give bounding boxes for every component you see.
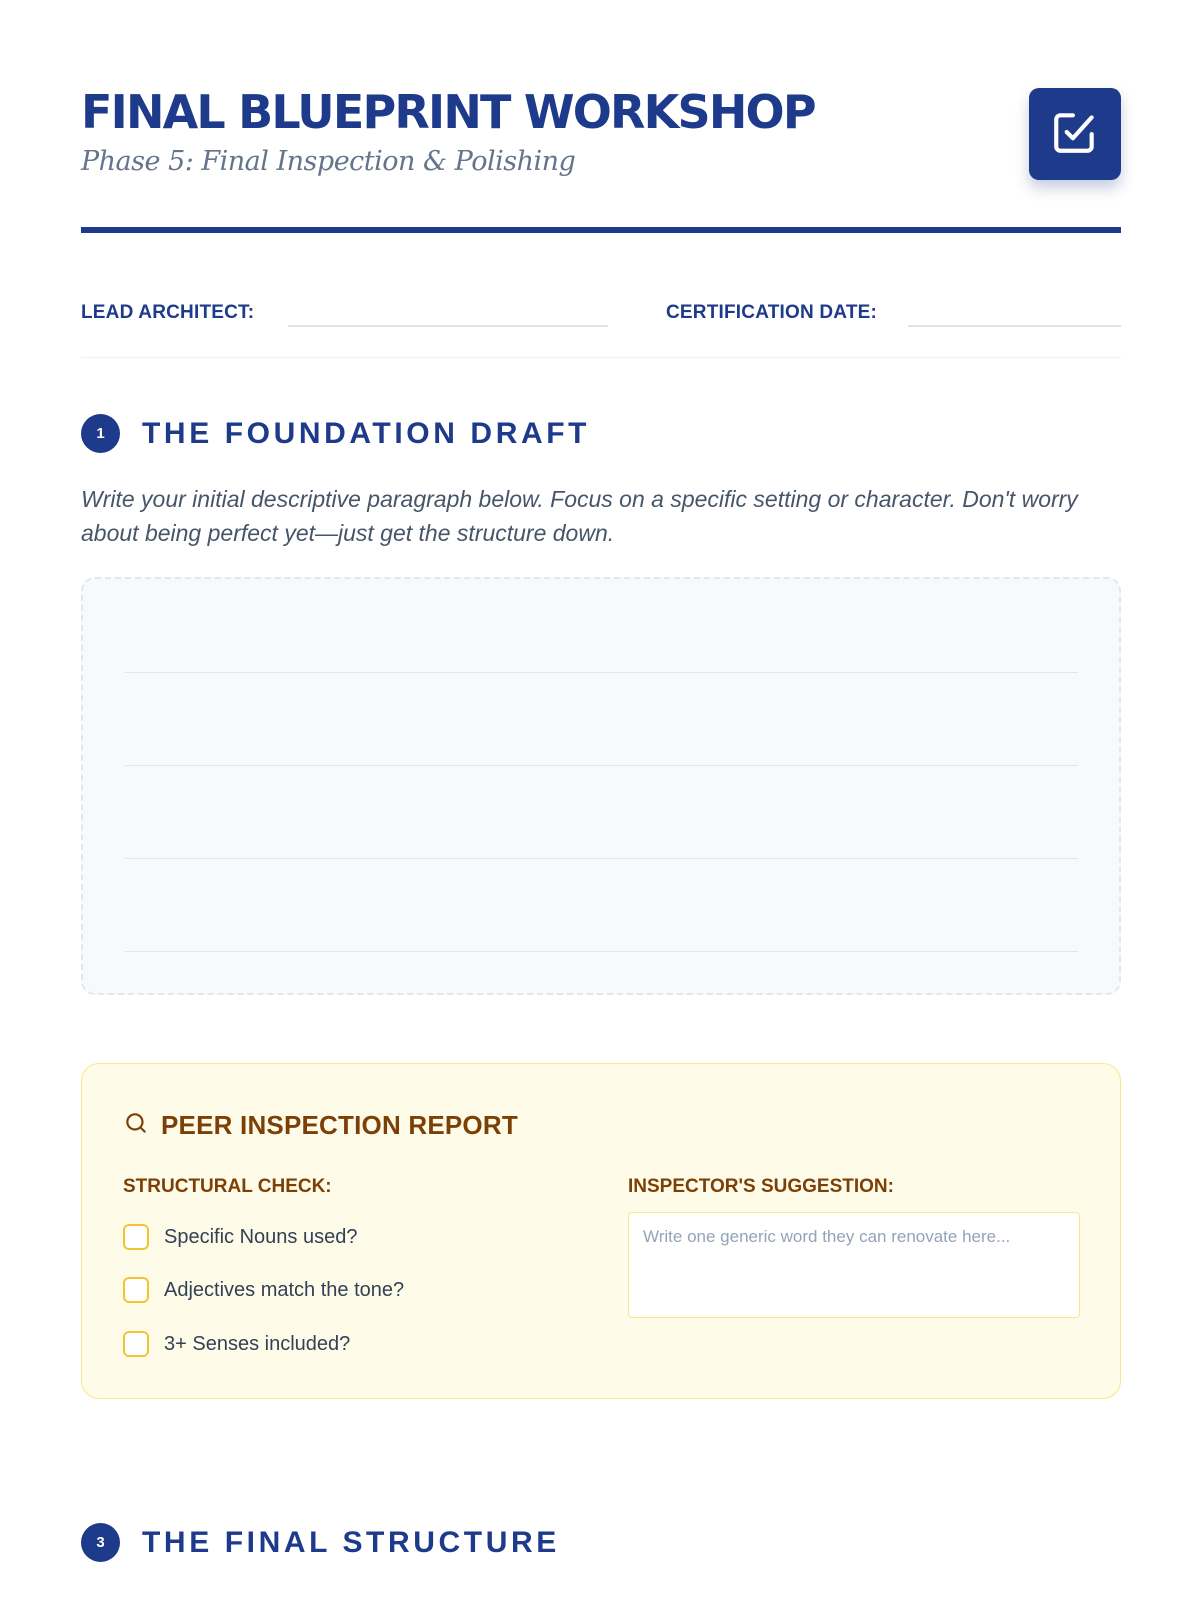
check-label: Adjectives match the tone? (164, 1278, 405, 1301)
checkbox[interactable] (123, 1331, 149, 1357)
writing-line (124, 765, 1078, 766)
writing-line (124, 672, 1078, 673)
page-title: FINAL BLUEPRINT WORKSHOP (81, 85, 815, 139)
certification-date-label: CERTIFICATION DATE: (666, 302, 878, 323)
peer-inspection-header (123, 1110, 518, 1141)
section-number-badge: 1 (81, 414, 120, 453)
section-title: THE FINAL STRUCTURE (142, 1525, 560, 1559)
checkbox-pencil-icon (1050, 107, 1100, 162)
header-badge (1029, 88, 1121, 180)
writing-line (124, 858, 1078, 859)
page-header (81, 84, 1121, 234)
inspector-suggestion-label: INSPECTOR'S SUGGESTION: (628, 1176, 894, 1197)
section-3-header (81, 1523, 560, 1562)
section-number-badge: 3 (81, 1523, 120, 1562)
inspector-suggestion-input[interactable] (628, 1212, 1080, 1318)
check-label: 3+ Senses included? (164, 1332, 351, 1355)
suggestion-placeholder: Write one generic word they can renovate here... (643, 1227, 1011, 1246)
peer-inspection-title: PEER INSPECTION REPORT (161, 1110, 518, 1140)
check-item[interactable] (123, 1224, 357, 1250)
draft-writing-area[interactable] (81, 577, 1121, 995)
section-1-header (81, 414, 590, 453)
structural-check-label: STRUCTURAL CHECK: (123, 1176, 332, 1197)
search-icon (123, 1110, 149, 1141)
check-item[interactable] (123, 1331, 350, 1357)
lead-architect-label: LEAD ARCHITECT: (81, 302, 255, 323)
section-title: THE FOUNDATION DRAFT (142, 416, 591, 450)
page-subtitle: Phase 5: Final Inspection & Polishing (81, 146, 576, 177)
check-item[interactable] (123, 1277, 404, 1303)
lead-architect-field[interactable] (288, 325, 608, 327)
header-divider (81, 227, 1121, 233)
peer-inspection-panel (81, 1063, 1121, 1399)
checkbox[interactable] (123, 1224, 149, 1250)
writing-line (124, 951, 1078, 952)
section-1-instructions: Write your initial descriptive paragraph below. Focus on a specific setting or character. Don't worry about being perfect yet—just get the structure down. (81, 486, 1078, 546)
checkbox[interactable] (123, 1277, 149, 1303)
check-label: Specific Nouns used? (164, 1225, 358, 1248)
meta-fields (81, 298, 1121, 358)
certification-date-field[interactable] (908, 325, 1121, 327)
